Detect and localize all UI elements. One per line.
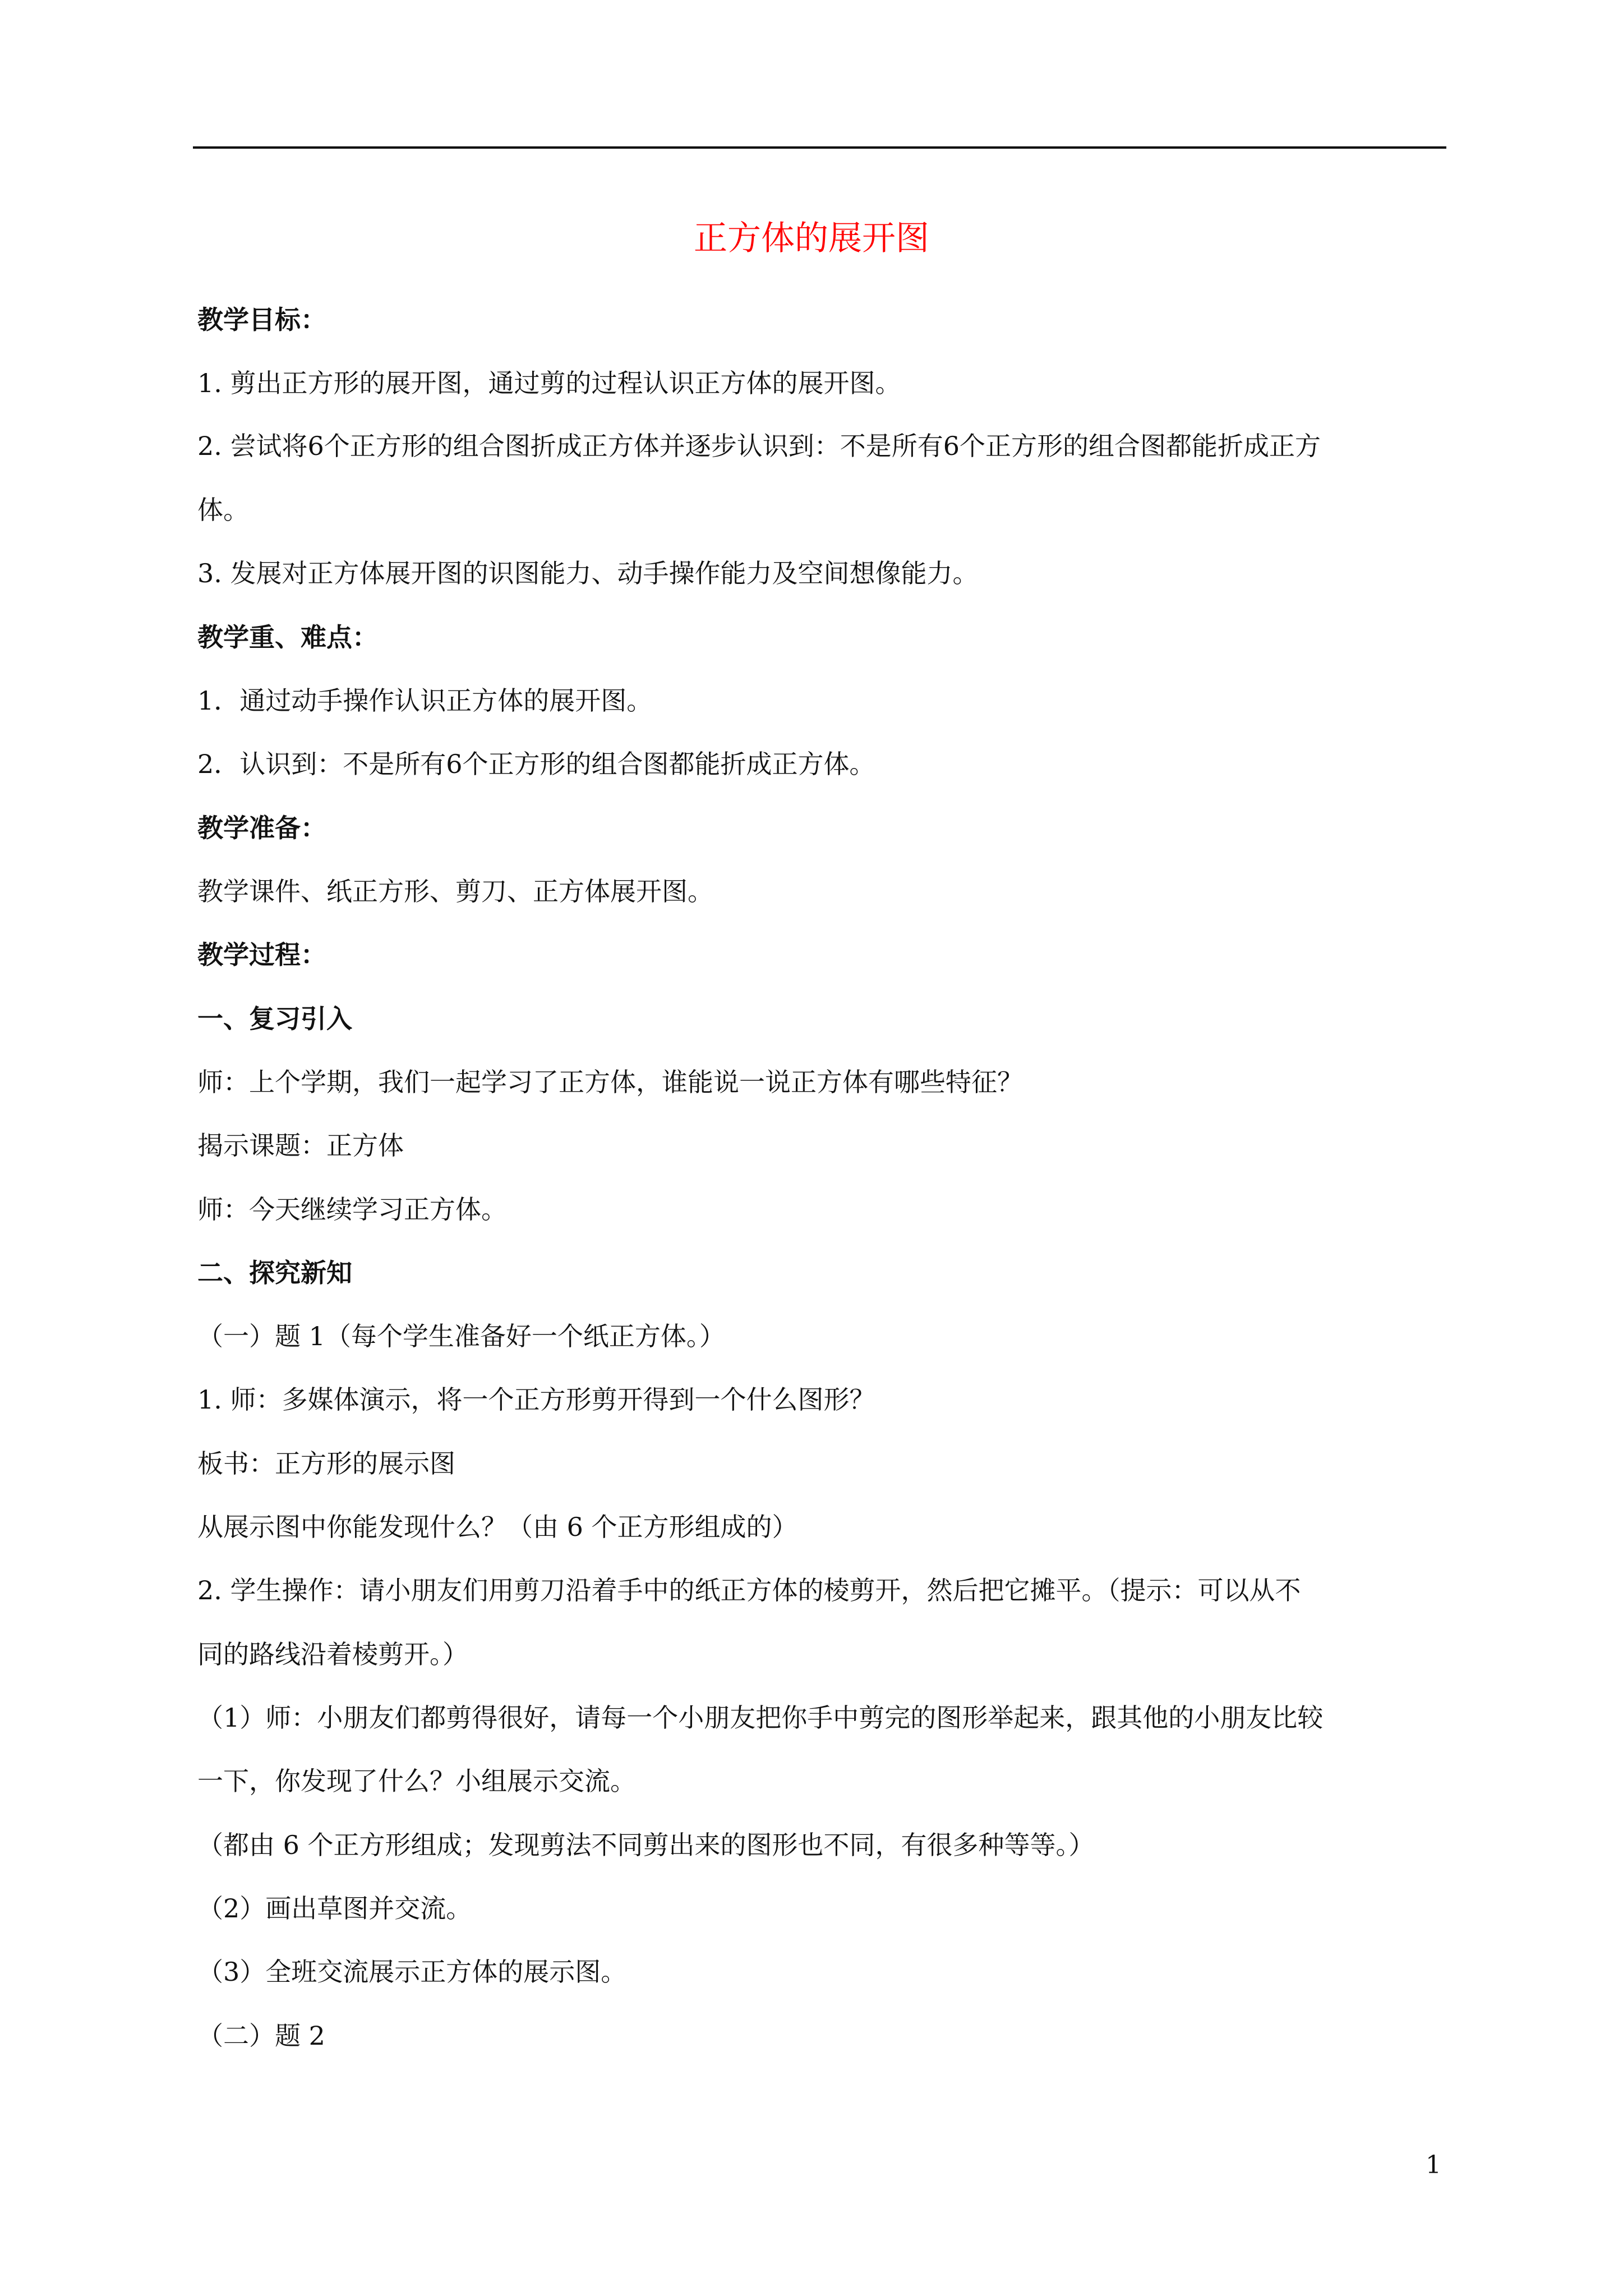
- heading-preparation: 教学准备：: [197, 813, 326, 843]
- document-title: 正方体的展开图: [694, 219, 929, 258]
- step-1-demo: 1. 师：多媒体演示，将一个正方形剪开得到一个什么图形？: [197, 1384, 875, 1415]
- heading-process: 教学过程：: [197, 940, 326, 970]
- step-2-operation-line-2: 同的路线沿着棱剪开。）: [197, 1639, 468, 1669]
- substep-2: （2）画出草图并交流。: [197, 1893, 472, 1924]
- substep-1-line-1: （1）师：小朋友们都剪得很好，请每一个小朋友把你手中剪完的图形举起来，跟其他的小朋友比较: [197, 1703, 1324, 1733]
- substep-1-note: （都由 6 个正方形组成；发现剪法不同剪出来的图形也不同，有很多种等等。）: [197, 1830, 1095, 1860]
- board-note: 板书：正方形的展示图: [197, 1448, 455, 1479]
- section-review-intro: 一、复习引入: [197, 1004, 352, 1034]
- reveal-topic: 揭示课题：正方体: [197, 1130, 404, 1161]
- discovery-question: 从展示图中你能发现什么？（由 6 个正方形组成的）: [197, 1512, 798, 1542]
- objective-1: 1. 剪出正方形的展开图，通过剪的过程认识正方体的展开图。: [197, 368, 901, 398]
- item-question-2: （二）题 2: [197, 2021, 325, 2051]
- heading-teaching-objectives: 教学目标：: [197, 305, 326, 335]
- objective-3: 3. 发展对正方体展开图的识图能力、动手操作能力及空间想像能力。: [197, 558, 979, 588]
- teacher-continue: 师：今天继续学习正方体。: [197, 1194, 507, 1225]
- key-point-1: 1．通过动手操作认识正方体的展开图。: [197, 685, 653, 716]
- substep-3: （3）全班交流展示正方体的展示图。: [197, 1957, 627, 1987]
- step-2-operation-line-1: 2. 学生操作：请小朋友们用剪刀沿着手中的纸正方体的棱剪开，然后把它摊平。（提示：可以从不: [197, 1575, 1301, 1605]
- item-question-1: （一）题 1（每个学生准备好一个纸正方体。）: [197, 1321, 725, 1351]
- heading-key-points: 教学重、难点：: [197, 622, 378, 652]
- page-number: 1: [1426, 2151, 1441, 2179]
- objective-2-line-1: 2. 尝试将6个正方形的组合图折成正方体并逐步认识到：不是所有6个正方形的组合图都能折成正方: [197, 431, 1321, 461]
- key-point-2: 2．认识到：不是所有6个正方形的组合图都能折成正方体。: [197, 749, 875, 779]
- preparation-items: 教学课件、纸正方形、剪刀、正方体展开图。: [197, 876, 713, 907]
- teacher-question-features: 师：上个学期，我们一起学习了正方体，谁能说一说正方体有哪些特征？: [197, 1067, 1023, 1097]
- header-rule: [193, 146, 1446, 149]
- substep-1-line-2: 一下，你发现了什么？小组展示交流。: [197, 1766, 636, 1796]
- objective-2-line-2: 体。: [197, 495, 249, 525]
- section-explore-new: 二、探究新知: [197, 1258, 352, 1288]
